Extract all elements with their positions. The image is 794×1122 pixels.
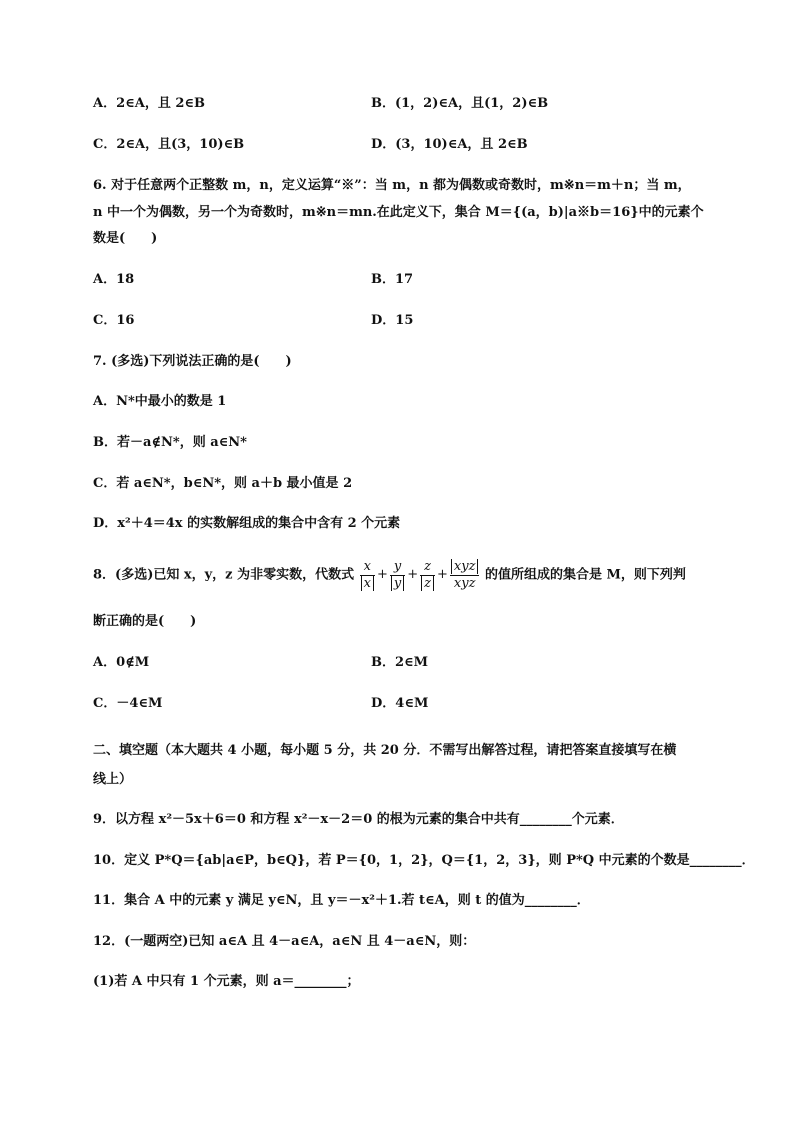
q5-option-d: D．(3，10)∈A，且 2∈B [371,137,528,152]
q7-stem: 7. (多选)下列说法正确的是( ) [93,354,292,369]
q5-option-a: A．2∈A，且 2∈B [93,96,206,111]
q7-option-a: A．N*中最小的数是 1 [93,394,227,409]
q6-stem-line1: 6. 对于任意两个正整数 m，n，定义运算“※”：当 m，n 都为偶数或奇数时，m※n＝m＋n；当 m， [93,178,691,193]
question-12-part1: (1)若 A 中只有 1 个元素，则 a＝________； [93,974,360,989]
plus-sign: + [437,567,448,582]
q8-option-b: B．2∈M [371,655,429,670]
fraction-denominator: xyz [453,575,476,591]
fraction-numerator: xyz [451,559,479,574]
q6-option-d: D．15 [371,313,414,328]
q7-option-d: D．x²＋4＝4x 的实数解组成的集合中含有 2 个元素 [93,516,401,531]
question-11: 11．集合 A 中的元素 y 满足 y∈N，且 y＝－x²＋1.若 t∈A，则 t 的值为________． [93,893,590,908]
fraction-y [390,559,405,592]
q7-option-c: C．若 a∈N*，b∈N*，则 a＋b 最小值是 2 [93,476,353,491]
question-10: 10．定义 P*Q＝{ab|a∈P，b∈Q}，若 P＝{0，1，2}，Q＝{1，2，3}，则 P*Q 中元素的个数是________． [93,853,755,868]
q6-stem-line2: n 中一个为偶数，另一个为奇数时，m※n＝mn.在此定义下，集合 M＝{(a，b)|a※b＝16}中的元素个 [93,205,704,220]
fraction-denominator: y [391,576,404,591]
q8-stem-prefix: 8．(多选)已知 x，y，z 为非零实数，代数式 [93,567,355,583]
plus-sign: + [376,567,388,582]
q6-option-b: B．17 [371,272,414,287]
q8-option-c: C．－4∈M [93,696,163,711]
plus-sign: + [407,567,419,582]
fraction-numerator: x [360,559,375,576]
fraction-numerator: z [420,559,435,576]
fraction-x [360,559,375,592]
q8-option-d: D．4∈M [371,696,429,711]
q7-option-b: B．若－a∉N*，则 a∈N* [93,435,247,450]
q5-option-b: B．(1，2)∈A，且(1，2)∈B [371,96,549,111]
q8-option-a: A．0∉M [93,655,150,670]
q8-stem-line2: 断正确的是( ) [93,614,197,629]
q6-option-c: C．16 [93,313,135,328]
section2-heading-line1: 二、填空题（本大题共 4 小题，每小题 5 分，共 20 分．不需写出解答过程，请把答案直接填写在横 [93,743,677,758]
q8-stem-line1 [93,556,686,595]
question-12-stem: 12．(一题两空)已知 a∈A 且 4－a∈A，a∈N 且 4－a∈N，则： [93,934,476,949]
q8-stem-suffix: 的值所组成的集合是 M，则下列判 [484,567,686,583]
fraction-xyz [450,559,480,592]
q6-stem-line3: 数是( ) [93,231,158,246]
question-9: 9．以方程 x²－5x＋6＝0 和方程 x²－x－2＝0 的根为元素的集合中共有________个元素． [93,812,624,827]
fraction-denominator: x [361,576,374,591]
fraction-denominator: z [421,576,434,591]
fraction-z [420,559,435,592]
fraction-numerator: y [390,559,405,576]
q6-option-a: A．18 [93,272,135,287]
section2-heading-line2: 线上） [93,772,133,787]
q5-option-c: C．2∈A，且(3，10)∈B [93,137,245,152]
